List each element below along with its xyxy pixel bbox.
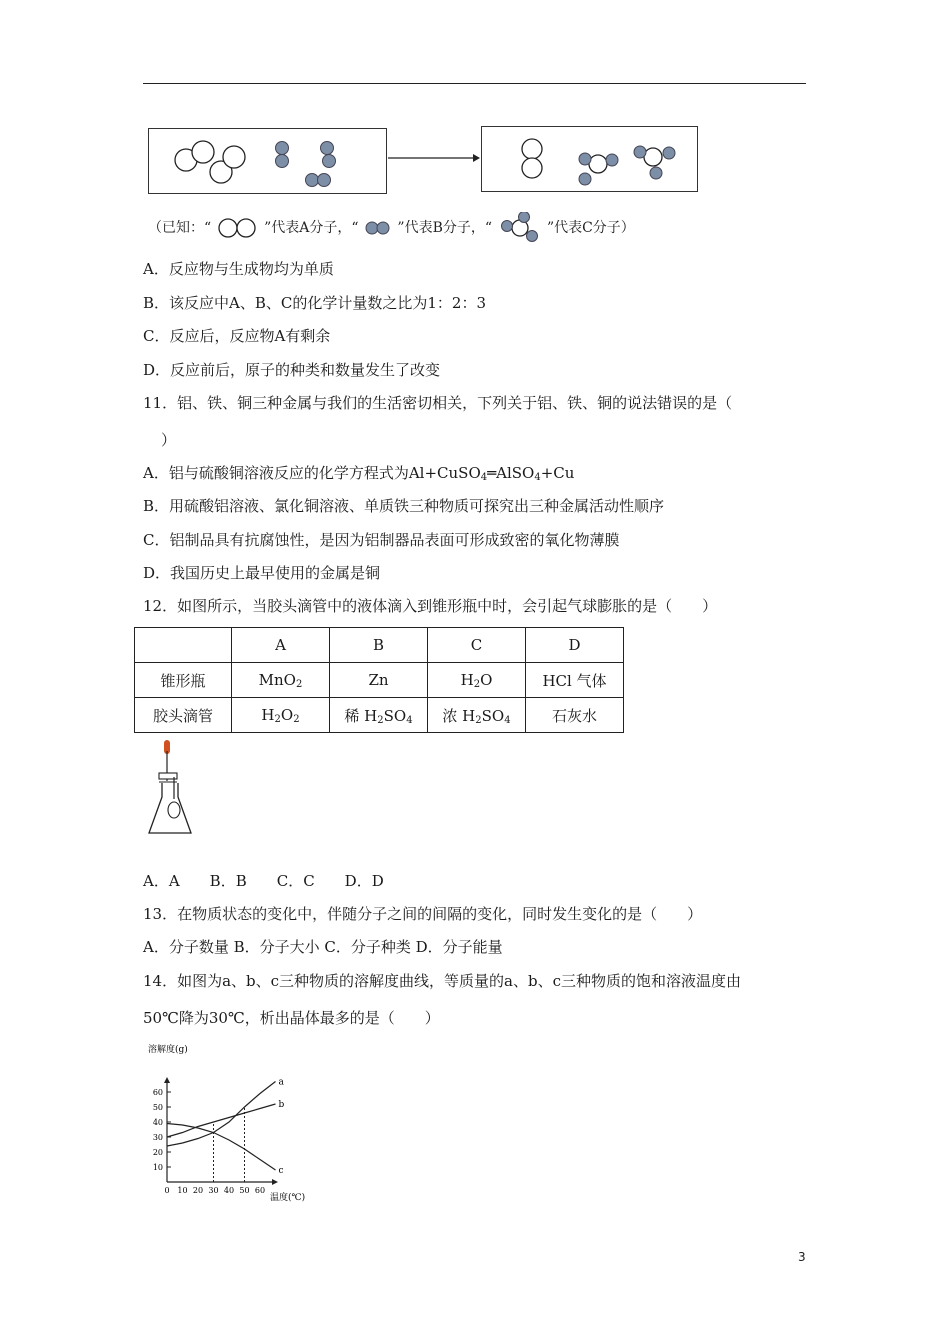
y-tick-label: 10 [152, 1163, 163, 1172]
table-cell: 石灰水 [526, 698, 624, 733]
products-molecules [482, 127, 697, 191]
b-molecule-icon [363, 217, 393, 239]
q11-option-d: D．我国历史上最早使用的金属是铜 [143, 564, 381, 582]
q11-option-a: A．铝与硫酸铜溶液反应的化学方程式为Al+CuSO$_4$═AlSO$_4$+Cu [143, 464, 575, 483]
table-row [135, 663, 624, 698]
a-molecule-icon [216, 217, 260, 239]
q13-options: A．分子数量 B．分子大小 C．分子种类 D．分子能量 [143, 938, 503, 956]
table-cell: $H_2O_2$ [232, 698, 330, 733]
table-cell: MnO$_2$ [232, 663, 330, 698]
table-cell: A [232, 628, 330, 663]
q10-option-c: C．反应后，反应物A有剩余 [143, 327, 331, 345]
reactants-molecules [149, 129, 386, 193]
table-cell: 浓 $H_2SO_4$ [428, 698, 526, 733]
x-tick-label: 20 [192, 1186, 204, 1195]
x-axis-arrow [272, 1179, 278, 1185]
table-cell: 锥形瓶 [135, 663, 232, 698]
table-cell: B [330, 628, 428, 663]
x-tick-label: 50 [239, 1186, 250, 1195]
q11-stem: 11．铝、铁、铜三种金属与我们的生活密切相关，下列关于铝、铁、铜的说法错误的是（ [143, 394, 733, 412]
y-tick-label: 20 [152, 1148, 163, 1157]
q10-option-d: D．反应前后，原子的种类和数量发生了改变 [143, 361, 441, 379]
q10-option-a: A．反应物与生成物均为单质 [143, 260, 334, 278]
x-tick-label: 30 [208, 1186, 219, 1195]
arrow-icon [385, 150, 481, 166]
table-cell [135, 628, 232, 663]
q11-stem-cont: ） [161, 431, 177, 449]
series-label-b: b [278, 1100, 285, 1110]
solubility-chart [140, 1040, 320, 1210]
legend-text: ”代表A分子，“ [264, 220, 359, 236]
page-number: 3 [798, 1250, 806, 1264]
table-row [135, 628, 624, 663]
y-axis-arrow [164, 1077, 170, 1083]
x-tick-label: 0 [164, 1186, 170, 1195]
molecule-legend [148, 212, 635, 244]
x-tick-label: 40 [223, 1186, 235, 1195]
table-cell: 胶头滴管 [135, 698, 232, 733]
series-line-b [167, 1104, 276, 1137]
reactants-box [148, 128, 387, 194]
legend-text: ”代表C分子） [546, 220, 635, 236]
q13-stem: 13．在物质状态的变化中，伴随分子之间的间隔的变化，同时发生变化的是（ ） [143, 905, 703, 923]
table-cell: D [526, 628, 624, 663]
q14-stem-line2: 50℃降为30℃，析出晶体最多的是（ ） [143, 1009, 440, 1027]
table-cell: C [428, 628, 526, 663]
y-tick-label: 60 [152, 1088, 163, 1097]
y-tick-label: 50 [152, 1103, 163, 1112]
table-cell: 稀 $H_2SO_4$ [330, 698, 428, 733]
q12-options: A．A B．B C．C D．D [143, 872, 384, 890]
q12-table [134, 627, 624, 733]
q11-option-b: B．用硫酸铝溶液、氯化铜溶液、单质铁三种物质可探究出三种金属活动性顺序 [143, 497, 665, 515]
table-cell: HCl 气体 [526, 663, 624, 698]
y-axis-label: 溶解度(g) [148, 1045, 188, 1055]
c-molecule-icon [496, 212, 542, 244]
x-tick-label: 10 [177, 1186, 188, 1195]
series-label-a: a [278, 1077, 284, 1088]
flask-dropper-icon [145, 737, 197, 839]
x-tick-label: 60 [254, 1186, 266, 1195]
products-box [481, 126, 698, 192]
series-line-c [167, 1124, 276, 1171]
q10-option-b: B．该反应中A、B、C的化学计量数之比为1：2：3 [143, 294, 486, 312]
y-tick-label: 40 [152, 1118, 163, 1127]
series-label-c: c [278, 1166, 284, 1176]
legend-text: （已知：“ [148, 220, 212, 236]
q12-stem: 12．如图所示，当胶头滴管中的液体滴入到锥形瓶中时，会引起气球膨胀的是（ ） [143, 597, 718, 615]
table-cell: Zn [330, 663, 428, 698]
q14-stem-line1: 14．如图为a、b、c三种物质的溶解度曲线，等质量的a、b、c三种物质的饱和溶液温度由 [143, 972, 741, 990]
y-tick-label: 30 [152, 1133, 163, 1142]
header-rule [143, 83, 806, 84]
q11-option-c: C．铝制品具有抗腐蚀性，是因为铝制器品表面可形成致密的氧化物薄膜 [143, 531, 620, 549]
table-row [135, 698, 624, 733]
x-axis-label: 温度(℃) [270, 1193, 306, 1203]
table-cell: $H_2O$ [428, 663, 526, 698]
legend-text: ”代表B分子，“ [397, 220, 493, 236]
